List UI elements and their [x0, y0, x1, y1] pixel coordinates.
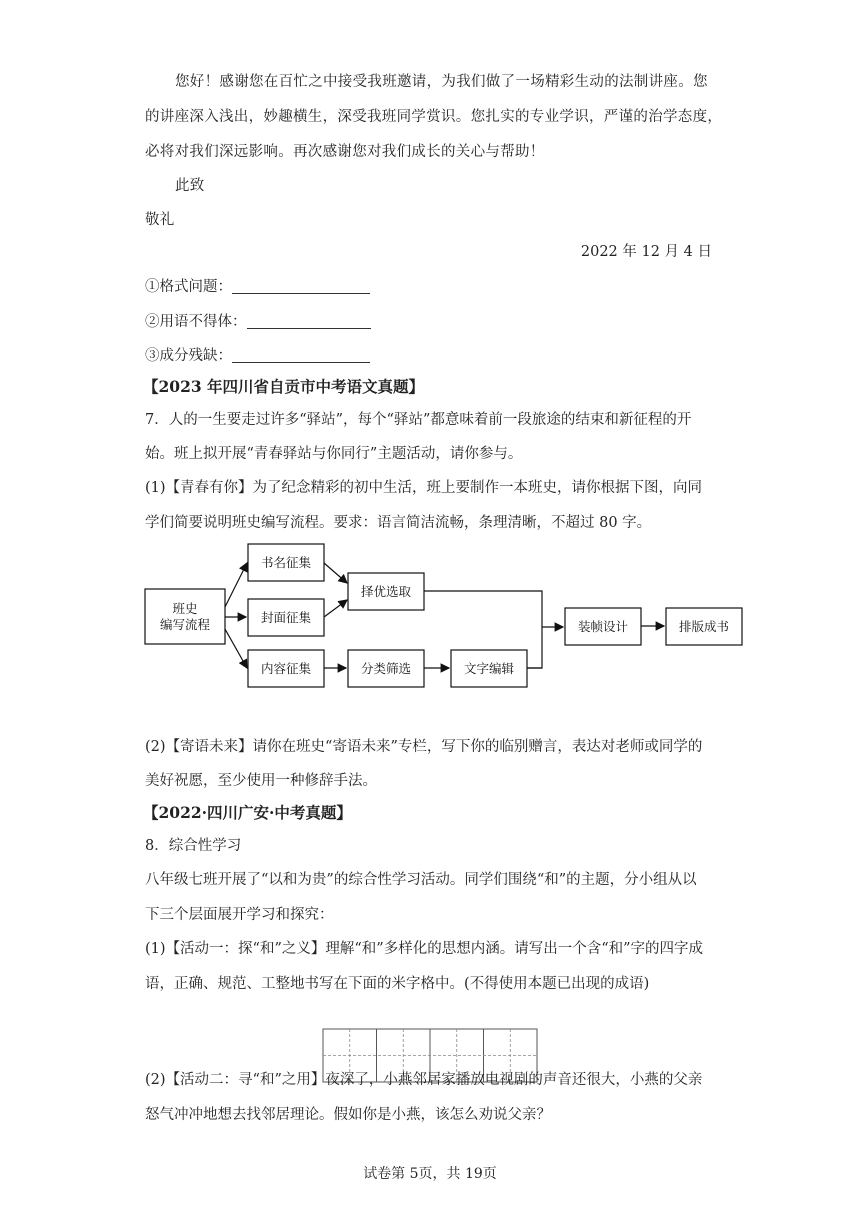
- flow-node-title-collect: 书名征集: [260, 555, 312, 570]
- letter-line-1: 您好！感谢您在百忙之中接受我班邀请，为我们做了一场精彩生动的法制讲座。您: [175, 74, 708, 90]
- q8-activity1-line-2: 语，正确、规范、工整地书写在下面的米字格中。(不得使用本题已出现的成语): [145, 976, 650, 992]
- answer-format-label: ①格式问题：: [145, 279, 232, 295]
- q8-heading: 8．综合性学习: [145, 838, 242, 854]
- flow-node-binding: 装帧设计: [577, 619, 629, 634]
- section-heading-2023: 【2023 年四川省自贡市中考语文真题】: [143, 377, 425, 396]
- letter-line-3: 必将对我们深远影响。再次感谢您对我们成长的关心与帮助！: [145, 144, 545, 160]
- q8-line-1: 八年级七班开展了“以和为贵”的综合性学习活动。同学们围绕“和”的主题，分小组从以: [145, 872, 697, 888]
- answer-wording-label: ②用语不得体：: [145, 314, 247, 330]
- q8-line-2: 下三个层面展开学习和探究：: [145, 907, 334, 923]
- answer-component-blank[interactable]: [232, 347, 370, 363]
- flow-node-cover-collect: 封面征集: [260, 610, 312, 625]
- flow-node-text-edit: 文字编辑: [463, 661, 515, 676]
- answer-wording: [145, 312, 371, 332]
- letter-closing-2: 敬礼: [145, 212, 175, 228]
- flow-node-layout: 排版成书: [678, 619, 730, 634]
- answer-format-blank[interactable]: [232, 278, 370, 294]
- flow-node-start-line1: 班史: [172, 601, 198, 616]
- answer-component: [145, 346, 370, 366]
- page-footer: 试卷第 5页，共 19页: [363, 1166, 497, 1182]
- flow-node-select-best: 择优选取: [360, 584, 412, 599]
- letter-line-2: 的讲座深入浅出，妙趣横生，深受我班同学赏识。您扎实的专业学识，严谨的治学态度，: [145, 109, 723, 125]
- answer-wording-blank[interactable]: [247, 313, 371, 329]
- flow-node-start-line2: 编写流程: [159, 617, 211, 632]
- q8-activity1-line-1: (1)【活动一：探“和”之义】理解“和”多样化的思想内涵。请写出一个含“和”字的四字成: [145, 941, 704, 957]
- answer-component-label: ③成分残缺：: [145, 348, 232, 364]
- flow-node-classify: 分类筛选: [360, 661, 412, 676]
- q8-activity2-line-2: 怒气冲冲地想去找邻居理论。假如你是小燕，该怎么劝说父亲？: [145, 1107, 551, 1123]
- section-heading-2022: 【2022·四川广安·中考真题】: [143, 803, 352, 822]
- q7-line-2: 始。班上拟开展“青春驿站与你同行”主题活动，请你参与。: [145, 446, 523, 462]
- q7-line-1: 7．人的一生要走过许多“驿站”，每个“驿站”都意味着前一段旅途的结束和新征程的开: [145, 412, 692, 428]
- answer-format: [145, 277, 370, 297]
- letter-closing-1: 此致: [175, 178, 205, 194]
- class-history-flowchart: [140, 537, 750, 697]
- q7-part2-line-2: 美好祝愿，至少使用一种修辞手法。: [145, 773, 377, 789]
- q7-part1-line-1: (1)【青春有你】为了纪念精彩的初中生活，班上要制作一本班史，请你根据下图，向同: [145, 480, 703, 496]
- letter-date: 2022 年 12 月 4 日: [580, 244, 712, 260]
- q8-activity2-line-1: (2)【活动二：寻“和”之用】夜深了，小燕邻居家播放电视剧的声音还很大，小燕的父亲: [145, 1072, 703, 1088]
- q7-part2-line-1: (2)【寄语未来】请你在班史“寄语未来”专栏，写下你的临别赠言，表达对老师或同学的: [145, 739, 703, 755]
- flow-node-content-collect: 内容征集: [260, 661, 312, 676]
- q7-part1-line-2: 学们简要说明班史编写流程。要求：语言简洁流畅，条理清晰，不超过 80 字。: [145, 515, 652, 531]
